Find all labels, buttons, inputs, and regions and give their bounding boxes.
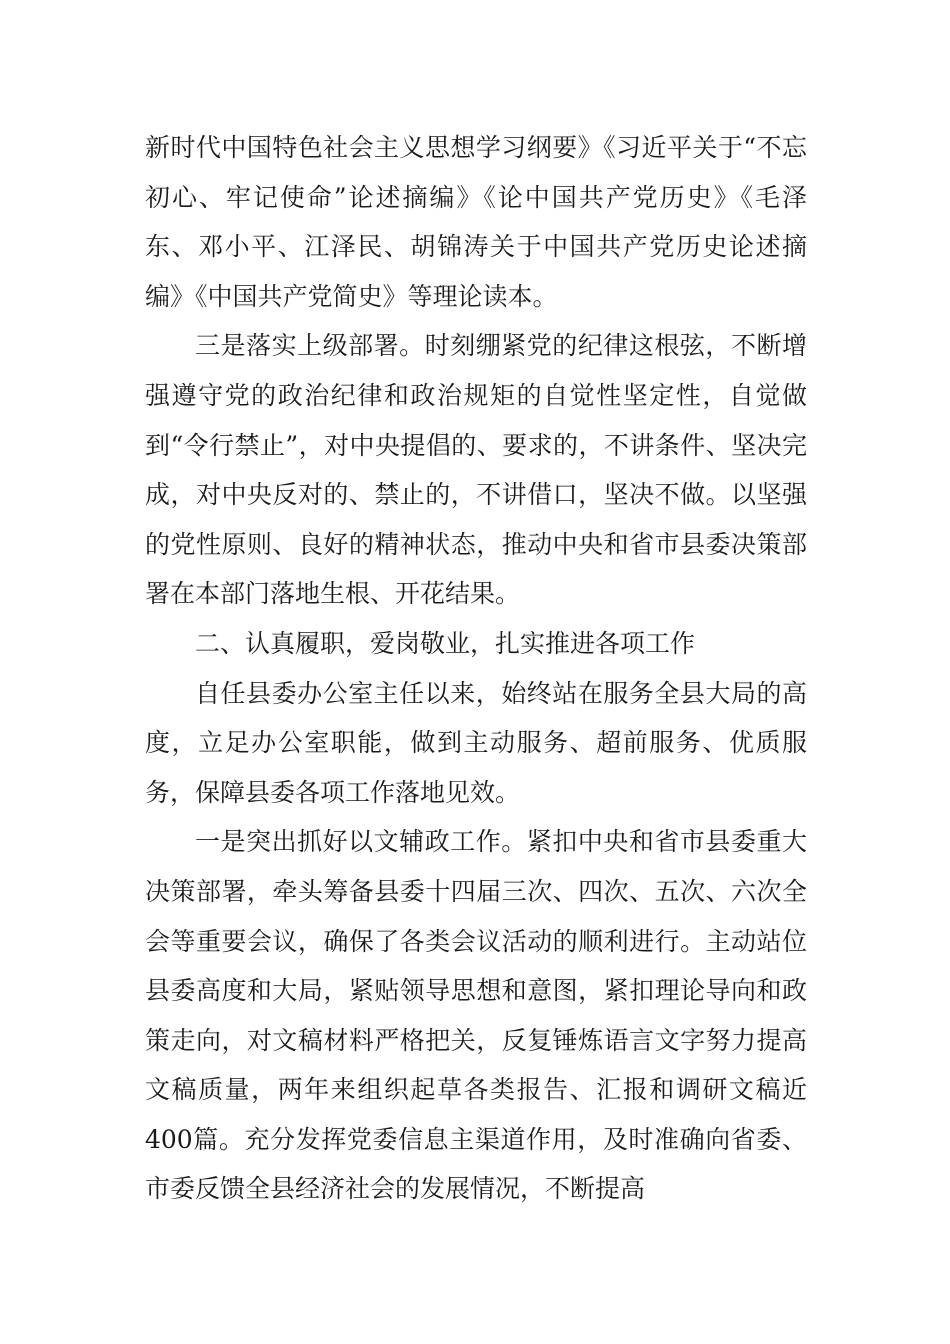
paragraph-reading-list: 新时代中国特色社会主义思想学习纲要》《习近平关于“不忘初心、牢记使命”论述摘编》《论中国共产党历史》《毛泽东、邓小平、江泽民、胡锦涛关于中国共产党历史论述摘编》《中国共产党简史》等理论读本。: [145, 133, 807, 311]
section-heading-two: 二、认真履职，爱岗敬业，扎实推进各项工作: [195, 628, 696, 658]
document-page: [145, 123, 807, 1214]
paragraph-section-two-intro: 自任县委办公室主任以来，始终站在服务全县大局的高度，立足办公室职能，做到主动服务、超前服务、优质服务，保障县委各项工作落地见效。: [145, 678, 807, 807]
paragraph-point-three: 三是落实上级部署。时刻绷紧党的纪律这根弦，不断增强遵守党的政治纪律和政治规矩的自觉性坚定性，自觉做到“令行禁止”，对中央提倡的、要求的，不讲条件、坚决完成，对中央反对的、禁止的，不讲借口，坚决不做。以坚强的党性原则、良好的精神状态，推动中央和省市县委决策部署在本部门落地生根、开花结果。: [145, 331, 807, 609]
paragraph-point-one: 一是突出抓好以文辅政工作。紧扣中央和省市县委重大决策部署，牵头筹备县委十四届三次、四次、五次、六次全会等重要会议，确保了各类会议活动的顺利进行。主动站位县委高度和大局，紧贴领导思想和意图，紧扣理论导向和政策走向，对文稿材料严格把关，反复锤炼语言文字努力提高文稿质量，两年来组织起草各类报告、汇报和调研文稿近400篇。充分发挥党委信息主渠道作用，及时准确向省委、市委反馈全县经济社会的发展情况，不断提高: [145, 827, 807, 1204]
